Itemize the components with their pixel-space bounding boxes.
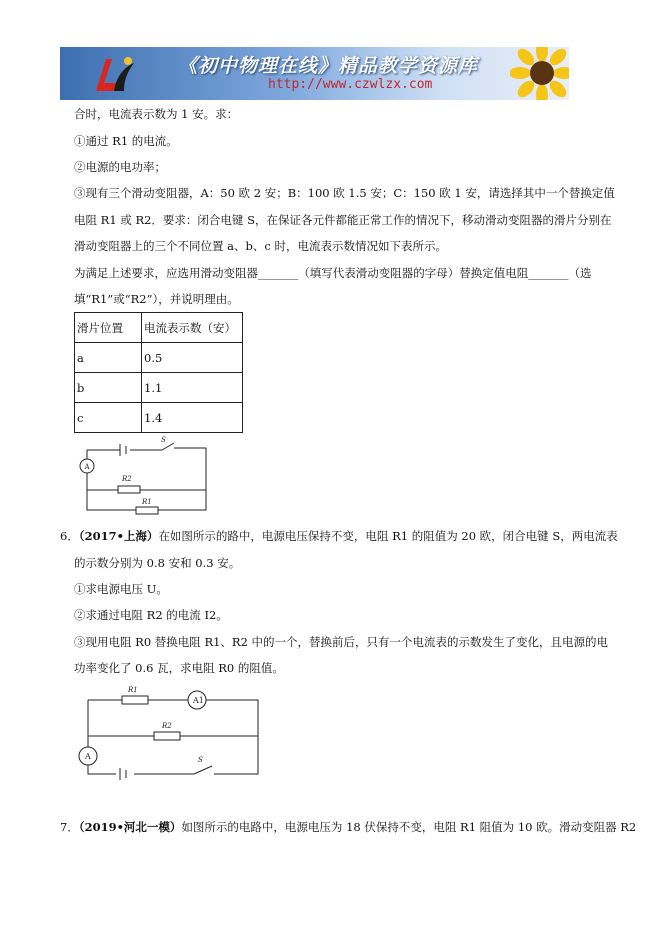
resistor-r1 [122,696,148,704]
r2-label: R2 [122,475,132,483]
switch-label: S [198,756,203,764]
table-cell: c [75,403,142,433]
switch-label: S [161,436,166,444]
switch-blade [162,443,174,450]
q5-item3-line2: 电阻 R1 或 R2．要求：闭合电键 S，在保证各元件都能正常工作的情况下，移动滑动变阻器的滑片分别在 [74,213,612,227]
logo-icon [90,53,136,95]
header-banner [60,47,569,100]
q7-source: （2019•河北一模） [78,820,182,834]
table-cell: 0.5 [142,343,243,373]
sunflower-icon [510,47,569,100]
q6-circuit-diagram [76,682,264,782]
q5-requirement-line2: 填“R1”或“R2”），并说明理由。 [74,292,239,306]
table-row [75,343,243,373]
q6-number: 6． [60,529,79,543]
table-header-cell: 滑片位置 [75,313,142,343]
q5-item1: ①通过 R1 的电流。 [74,134,178,148]
q7-number: 7． [60,820,79,834]
table-header-row [75,313,243,343]
q5-line1: 合时，电流表示数为 1 安。求： [74,107,239,121]
table-header-cell: 电流表示数（安） [142,313,243,343]
q6-item1: ①求电源电压 U。 [74,582,168,596]
table-row [75,403,243,433]
q7-line1 [60,819,636,835]
r1-label: R1 [142,498,152,506]
banner-title: 《初中物理在线》精品教学资源库 [178,55,479,77]
q6-item3-line2: 功率变化了 0.6 瓦，求电阻 R0 的阻值。 [74,661,284,675]
ammeter-label: A [85,752,91,761]
q5-item3-line3: 滑动变阻器上的三个不同位置 a、b、c 时，电流表示数情况如下表所示。 [74,239,447,253]
q5-item2: ②电源的电功率； [74,160,166,174]
q5-requirement-line1: 为满足上述要求，应选用滑动变阻器_______（填写代表滑动变阻器的字母）替换定值电阻_______（选 [74,266,592,280]
r2-label: R2 [162,722,172,730]
q5-circuit-diagram [74,436,214,520]
q6-item2: ②求通过电阻 R2 的电流 I2。 [74,608,228,622]
resistor-r2 [154,732,180,740]
slider-current-table [74,312,243,433]
resistor-r2 [118,486,140,493]
table-cell: 1.4 [142,403,243,433]
ammeter-a1-label: A1 [193,696,204,705]
q6-line2: 的示数分别为 0.8 安和 0.3 安。 [74,556,241,570]
q6-item3-line1: ③现用电阻 R0 替换电阻 R1、R2 中的一个，替换前后，只有一个电流表的示数发生了变化，且电源的电 [74,635,609,649]
table-row [75,373,243,403]
banner-url[interactable]: http://www.czwlzx.com [268,77,433,92]
table-cell: 1.1 [142,373,243,403]
ammeter-label: A [84,463,90,471]
table-cell: b [75,373,142,403]
resistor-r1 [136,507,158,514]
q6-source: （2017•上海） [78,529,159,543]
q6-line1 [60,528,618,544]
q6-text: 在如图所示的路中，电源电压保持不变，电阻 R1 的阻值为 20 欧，闭合电键 S，两电流表 [158,529,618,543]
q7-text: 如图所示的电路中，电源电压为 18 伏保持不变，电阻 R1 阻值为 10 欧。滑动变阻器 R2 [181,820,637,834]
q5-item3-line1: ③现有三个滑动变阻器，A：50 欧 2 安；B：100 欧 1.5 安；C：150 欧 1 安，请选择其中一个替换定值 [74,186,615,200]
table-cell: a [75,343,142,373]
r1-label: R1 [128,686,138,694]
